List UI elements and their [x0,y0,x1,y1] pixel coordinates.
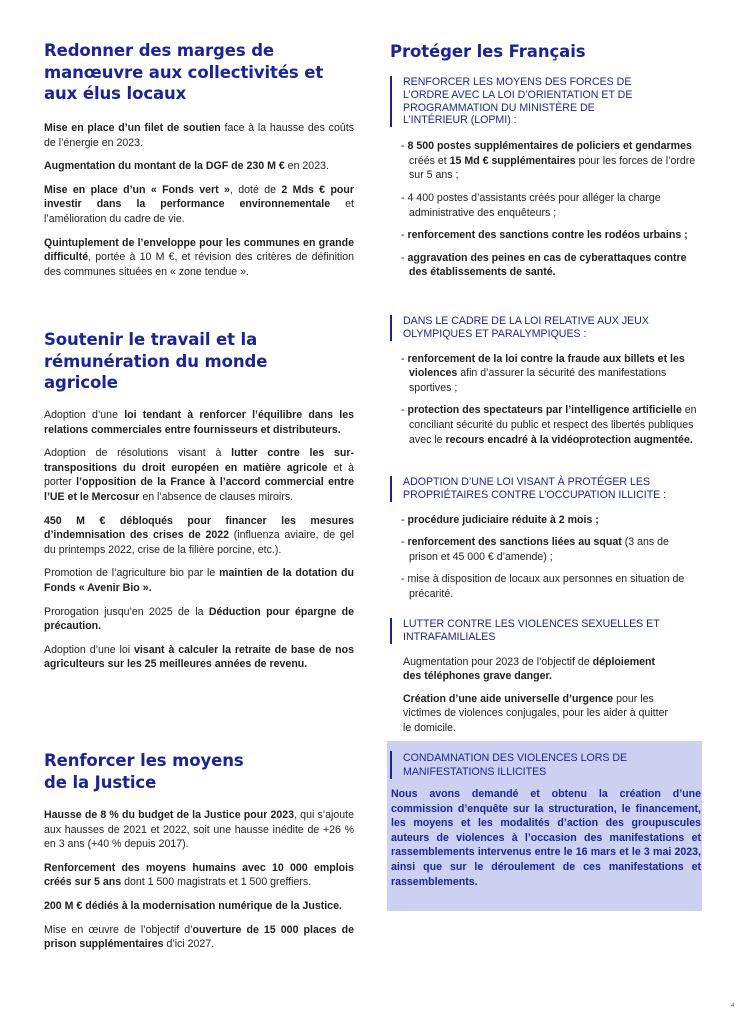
para: Prorogation jusqu’en 2025 de la Déduction pour épargne de précaution. [44,605,354,633]
list-item: - renforcement des sanctions liées au squat (3 ans de prison et 45 000 € d’amende) ; [401,536,669,563]
para: Augmentation pour 2023 de l’objectif de déploiement des téléphones grave danger. [403,655,656,683]
block-jo [390,315,703,447]
para: Adoption de résolutions visant à lutter contre les sur-transpositions du droit européen en matière agricole et à porter l’opposition de la France à l’accord commercial entre l’UE et le Mercosur en l’absence de clauses miroirs. [44,447,355,503]
highlight-box [387,741,702,911]
list-item: - procédure judiciaire réduite à 2 mois ; [401,513,599,526]
para: Renforcement des moyens humains avec 10 000 emplois créés sur 5 ans dont 1 500 magistrats et 1 500 greffiers. [44,861,354,889]
section-body-agricole [44,408,354,672]
para: Hausse de 8 % du budget de la Justice pour 2023, qui s’ajoute aux hausses de 2021 et 2022, soit une hausse inédite de +26 % en 3 ans (+40 % depuis 2017). [44,809,355,851]
para: Création d’une aide universelle d’urgence pour les victimes de violences conjugales, pour les aider à quitter le domicile. [403,692,668,734]
para: Mise en place d’un filet de soutien face à la hausse des coûts de l’énergie en 2023. [44,122,354,149]
block-body [390,655,703,736]
section-title-agricole: Soutenir le travail et la rémunération du monde agricole [44,330,268,392]
block-squat [390,476,703,602]
para: Promotion de l’agriculture bio par le maintien de la dotation du Fonds « Avenir Bio ». [44,567,355,594]
bullet-list [390,139,703,280]
para: Quintuplement de l’enveloppe pour les communes en grande difficulté, portée à 10 M €, et révision des critères de définition des communes situées en « zone tendue ». [44,236,354,278]
list-item: - 8 500 postes supplémentaires de policiers et gendarmes créés et 15 Md € supplémentaires pour les forces de l’ordre sur 5 ans ; [401,140,696,182]
para: Adoption d’une loi visant à calculer la retraite de base de nos agriculteurs sur les 25 meilleures années de revenu. [44,643,354,671]
list-item: - aggravation des peines en cas de cyberattaques contre des établissements de santé. [401,251,687,279]
list-item: - renforcement de la loi contre la fraude aux billets et les violences afin d’assurer la sécurité des manifestations sportives ; [401,352,685,394]
para: Augmentation du montant de la DGF de 230 M € en 2023. [44,160,329,173]
bullet-list [390,352,703,448]
block-lopmi [390,76,703,280]
list-item: - protection des spectateurs par l’intelligence artificielle en conciliant sécurité du public et respect des libertés publiques avec le recours encadré à la vidéoprotection augmentée. [401,404,697,446]
block-heading: LUTTER CONTRE LES VIOLENCES SEXUELLES ET INTRAFAMILIALES [390,618,698,644]
highlight-heading: CONDAMNATION DES VIOLENCES LORS DE MANIFESTATIONS ILLICITES [390,751,683,779]
bullet-list [390,513,703,602]
page-corner-mark: 4 [731,1003,735,1009]
section-title-proteger: Protéger les Français [390,42,586,61]
list-item: - 4 400 postes d’assistants créés pour alléger la charge administrative des enquêteurs ; [401,191,661,219]
section-body-justice [44,808,354,952]
block-heading: DANS LE CADRE DE LA LOI RELATIVE AUX JEUX OLYMPIQUES ET PARALYMPIQUES : [390,315,693,341]
section-title-collectivites: Redonner des marges de manœuvre aux collectivités et aux élus locaux [44,41,324,103]
highlight-body: Nous avons demandé et obtenu la création d’une commission d’enquête sur la structuration, le financement, les moyens et les modalités d’action des groupuscules auteurs de violences à l’occasion des manifestations et rassemblements intervenus entre le 16 mars et le 3 mai 2023, ainsi que sur le déroulement de ces manifestations et rassemblements. [391,788,701,888]
para: Mise en place d’un « Fonds vert », doté de 2 Mds € pour investir dans la performance environnementale et l’amélioration du cadre de vie. [44,183,354,225]
list-item: - mise à disposition de locaux aux personnes en situation de précarité. [401,573,685,600]
para: Mise en œuvre de l’objectif d’ouverture de 15 000 places de prison supplémentaires d’ici 2027. [44,923,354,951]
para: 450 M € débloqués pour financer les mesures d’indemnisation des crises de 2022 (influenza aviaire, de gel du printemps 2022, crise de la filière porcine, etc.). [44,514,354,556]
para: 200 M € dédiés à la modernisation numérique de la Justice. [44,899,342,912]
block-heading: RENFORCER LES MOYENS DES FORCES DE L’ORDRE AVEC LA LOI D’ORIENTATION ET DE PROGRAMMATION DU MINISTÈRE DE L’INTÉRIEUR (LOPMI) : [390,76,653,127]
para: Adoption d’une loi tendant à renforcer l’équilibre dans les relations commerciales entre fournisseurs et distributeurs. [44,409,354,436]
section-title-justice: Renforcer les moyens de la Justice [44,751,244,792]
block-violences [390,618,703,736]
list-item: - renforcement des sanctions contre les rodéos urbains ; [401,229,688,242]
section-body-collectivites [44,121,354,279]
block-heading: ADOPTION D’UNE LOI VISANT À PROTÉGER LES PROPRIÉTAIRES CONTRE L’OCCUPATION ILLICITE : [390,476,703,502]
